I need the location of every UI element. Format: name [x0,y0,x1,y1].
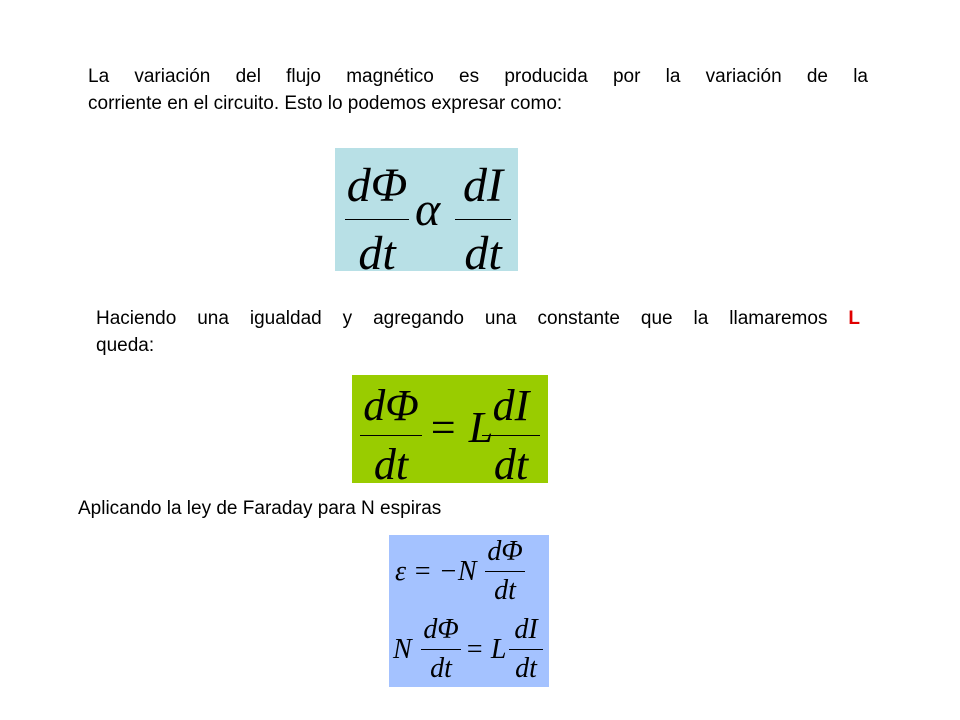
intro-line-1: La variación del flujo magnético es producida por la variación de la [88,66,868,87]
fraction-numerator: dI [492,381,530,430]
fraction-denominator: dt [358,227,396,280]
fraction-denominator: dt [515,653,537,684]
fraction-numerator: dI [463,159,503,212]
fraction-denominator: dt [430,653,452,684]
fraction-bar [360,435,422,436]
current-derivative-fraction [509,614,543,684]
faraday-caption: Aplicando la ley de Faraday para N espiras [78,498,442,519]
fraction-bar [509,649,543,650]
equality-paragraph [96,305,860,359]
fraction-denominator: dt [493,440,529,489]
faraday-equations [389,535,549,687]
equality-line-1-text: Haciendo una igualdad y agregando una constante que la llamaremos [96,308,849,329]
inductance-constant: L [848,308,860,329]
flux-derivative-fraction [421,614,461,684]
intro-paragraph [88,63,868,117]
equality-line-1 [96,305,860,332]
fraction-bar [485,571,525,572]
fraction-numerator: dΦ [363,381,419,430]
flux-derivative-fraction [345,159,409,280]
equality-line-2: queda: [96,335,155,356]
fraction-denominator: dt [373,440,409,489]
fraction-denominator: dt [464,227,502,280]
fraction-numerator: dI [514,614,538,645]
fraction-numerator: dΦ [423,614,459,645]
current-derivative-fraction [482,381,540,489]
equals-l-operator: = L [465,634,507,665]
fraction-bar [421,649,461,650]
emf-lhs: ε = −N [395,556,477,587]
fraction-bar [455,219,511,220]
fraction-bar [345,219,409,220]
intro-line-2: corriente en el circuito. Esto lo podemos expresar como: [88,93,563,114]
current-derivative-fraction [455,159,511,280]
proportionality-equation [335,148,518,280]
turns-symbol: N [393,634,412,665]
equals-l-operator: = L [428,403,494,452]
flux-derivative-fraction [360,381,422,489]
inductance-equation [352,375,548,489]
fraction-bar [482,435,540,436]
fraction-numerator: dΦ [346,159,408,212]
fraction-denominator: dt [494,575,516,606]
flux-derivative-fraction [485,536,525,606]
proportional-symbol: α [415,183,441,236]
fraction-numerator: dΦ [487,536,523,567]
